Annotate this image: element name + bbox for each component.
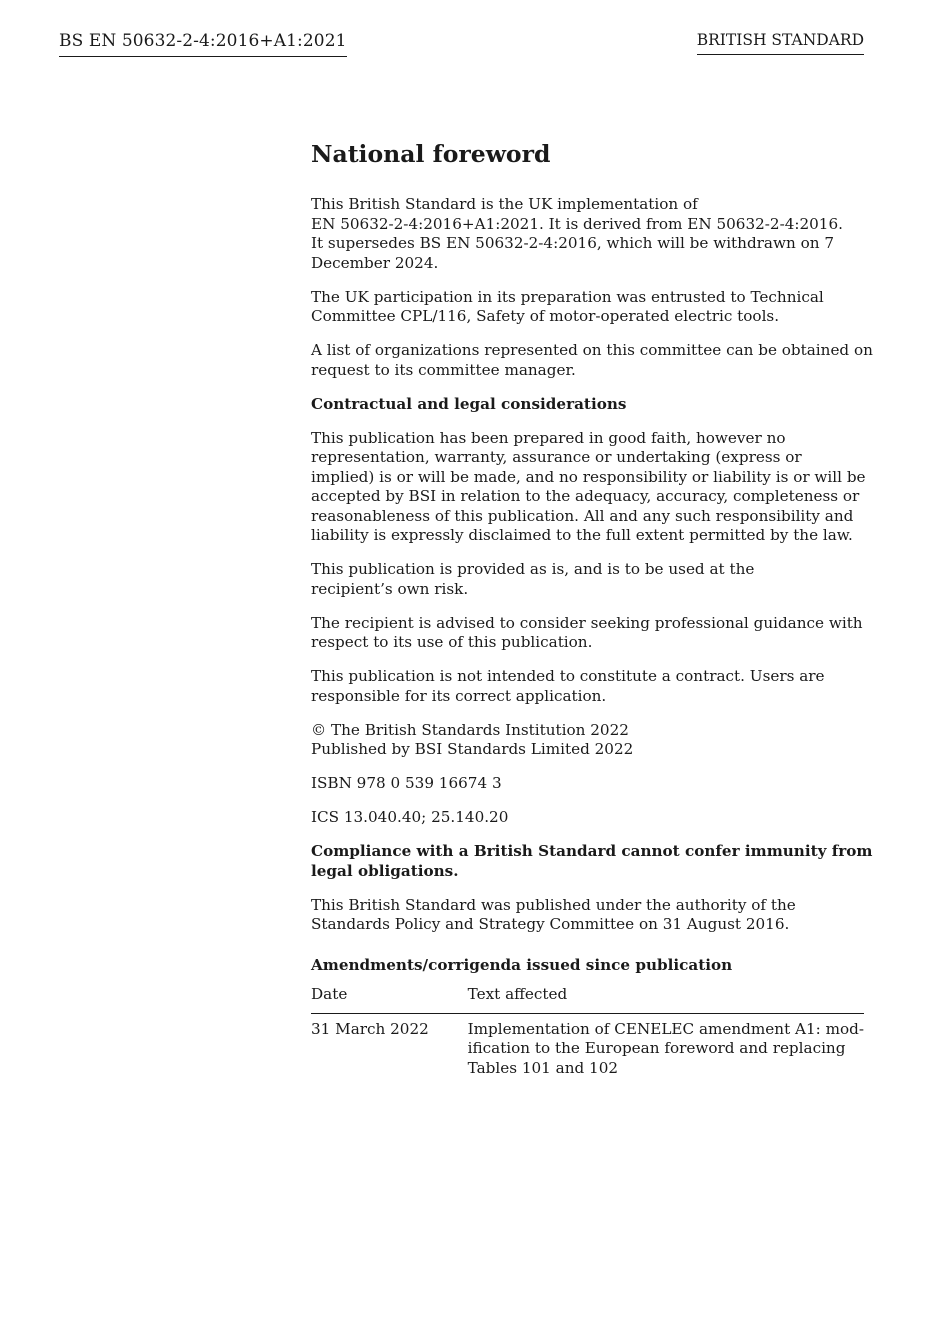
text-line: Implementation of CENELEC amendment A1: mod- [467, 1019, 864, 1038]
text-line: EN 50632-2-4:2016+A1:2021. It is derived from EN 50632-2-4:2016. [311, 214, 843, 233]
text-line: implied) is or will be made, and no responsibility or liability is or will be [311, 467, 866, 486]
text-line: This British Standard is the UK implementation of [311, 195, 698, 213]
contract-paragraph [311, 667, 864, 706]
guidance-paragraph [311, 614, 864, 653]
good-faith-paragraph [311, 429, 864, 546]
text-line: Standards Policy and Strategy Committee on 31 August 2016. [311, 915, 790, 933]
text-line: Tables 101 and 102 [467, 1058, 619, 1077]
as-is-paragraph [311, 560, 864, 599]
text-line: This publication has been prepared in good faith, however no [311, 428, 786, 447]
foreword-content [311, 139, 873, 1078]
text-line: responsible for its correct application. [311, 686, 607, 705]
isbn: ISBN 978 0 539 16674 3 [311, 774, 502, 792]
text-line: recipient’s own risk. [311, 579, 469, 598]
document-id: BS EN 50632-2-4:2016+A1:2021 [59, 31, 347, 57]
text-line: This publication is provided as is, and is to be used at the [311, 560, 755, 578]
text-line: Committee CPL/116, Safety of motor-operated electric tools. [311, 307, 780, 325]
table-row [311, 1013, 864, 1078]
text-line: representation, warranty, assurance or undertaking (express or [311, 448, 802, 466]
text-line: It supersedes BS EN 50632-2-4:2016, which will be withdrawn on 7 [311, 234, 835, 252]
committee-paragraph [311, 288, 864, 327]
ics: ICS 13.040.40; 25.140.20 [311, 808, 509, 826]
authority-paragraph [311, 896, 864, 935]
header-label: BRITISH STANDARD [697, 31, 864, 55]
text-line: respect to its use of this publication. [311, 633, 593, 651]
text-line: legal obligations. [311, 861, 459, 880]
amendments-table [311, 981, 864, 1078]
amendment-text [468, 1013, 864, 1078]
text-line: accepted by BSI in relation to the adequacy, accuracy, completeness or [311, 487, 860, 505]
text-line: This publication is not intended to constitute a contract. Users are [311, 667, 825, 685]
copyright-paragraph [311, 721, 864, 760]
table-header-row [311, 981, 864, 1013]
text-line: Published by BSI Standards Limited 2022 [311, 740, 634, 758]
organizations-paragraph [311, 341, 873, 380]
text-line: This British Standard was published under the authority of the [311, 895, 796, 914]
text-line: December 2024. [311, 253, 439, 272]
text-line: ification to the European foreword and replacing [467, 1039, 846, 1057]
text-line: © The British Standards Institution 2022 [311, 720, 629, 739]
amendment-date: 31 March 2022 [311, 1019, 429, 1038]
column-header-date: Date [311, 981, 468, 1013]
implementation-paragraph [311, 195, 864, 273]
compliance-statement [311, 842, 873, 881]
contractual-heading: Contractual and legal considerations [311, 394, 627, 413]
page-title: National foreword [311, 140, 551, 168]
column-header-text-affected: Text affected [468, 981, 864, 1013]
text-line: reasonableness of this publication. All and any such responsibility and [311, 506, 854, 525]
text-line: Compliance with a British Standard cannot confer immunity from [311, 842, 873, 860]
text-line: A list of organizations represented on this committee can be obtained on [311, 341, 873, 359]
text-line: The UK participation in its preparation was entrusted to Technical [311, 287, 824, 306]
text-line: The recipient is advised to consider seeking professional guidance with [311, 613, 863, 632]
amendments-title: Amendments/corrigenda issued since publication [311, 955, 733, 974]
text-line: request to its committee manager. [311, 360, 576, 379]
text-line: liability is expressly disclaimed to the full extent permitted by the law. [311, 526, 853, 544]
